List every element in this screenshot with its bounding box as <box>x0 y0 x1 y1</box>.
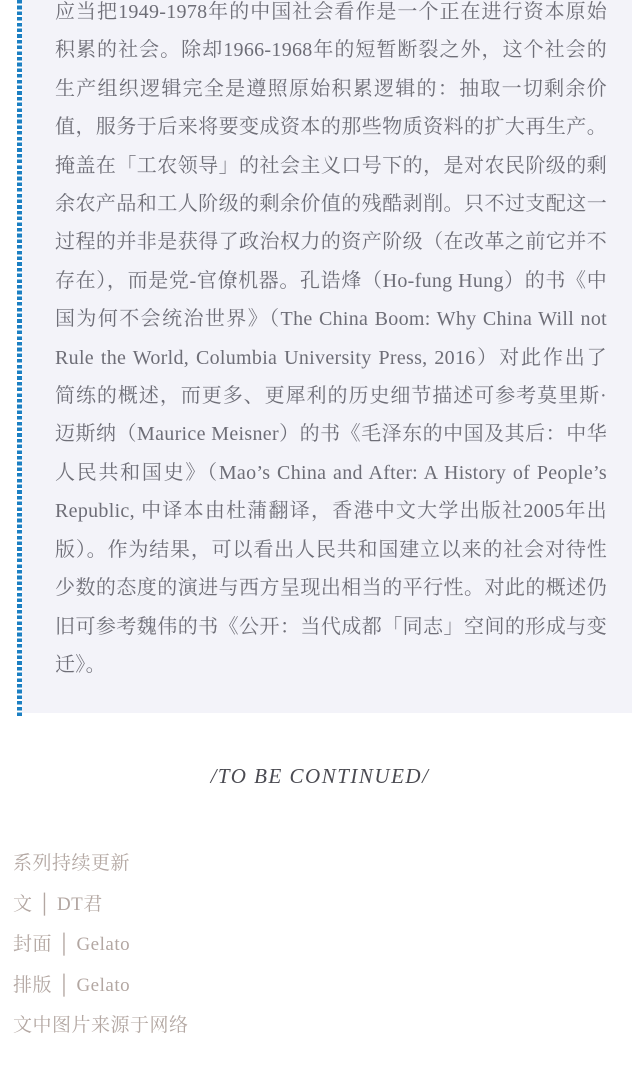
credit-layout: 排版 │ Gelato <box>13 974 131 996</box>
blockquote <box>17 0 632 716</box>
credit-author: 文 │ DT君 <box>13 893 103 915</box>
to-be-continued-divider: /TO BE CONTINUED/ <box>210 764 430 788</box>
credits-block <box>13 853 613 1056</box>
blockquote-text: 应当把1949-1978年的中国社会看作是一个正在进行资本原始积累的社会。除却1966-1968年的短暂断裂之外，这个社会的生产组织逻辑完全是遵照原始积累逻辑的：抽取一切剩余价值，服务于后来将要变成资本的那些物质资料的扩大再生产。掩盖在「工农领导」的社会主义口号下的，是对农民阶级的剩余农产品和工人阶级的剩余价值的残酷剥削。只不过支配这一过程的并非是获得了政治权力的资产阶级（在改革之前它并不存在），而是党-官僚机器。孔诰烽（Ho-fung Hung）的书《中国为何不会统治世界》（The China Boom: Why China Will not Rule the World, Columbia University Press, 2016）对此作出了简练的概述，而更多、更犀利的历史细节描述可参考莫里斯·迈斯纳（Maurice Meisner）的书《毛泽东的中国及其后：中华人民共和国史》（Mao’s China and After: A History of People’s Republic, 中译本由杜蒲翻译，香港中文大学出版社2005年出版）。作为结果，可以看出人民共和国建立以来的社会对待性少数的态度的演进与西方呈现出相当的平行性。对此的概述仍旧可参考魏伟的书《公开：当代成都「同志」空间的形成与变迁》。 <box>55 1 607 676</box>
credit-image-source: 文中图片来源于网络 <box>13 1015 189 1036</box>
blockquote-body <box>22 0 632 713</box>
credit-series-updating: 系列持续更新 <box>13 853 131 874</box>
credit-cover: 封面 │ Gelato <box>13 934 131 955</box>
